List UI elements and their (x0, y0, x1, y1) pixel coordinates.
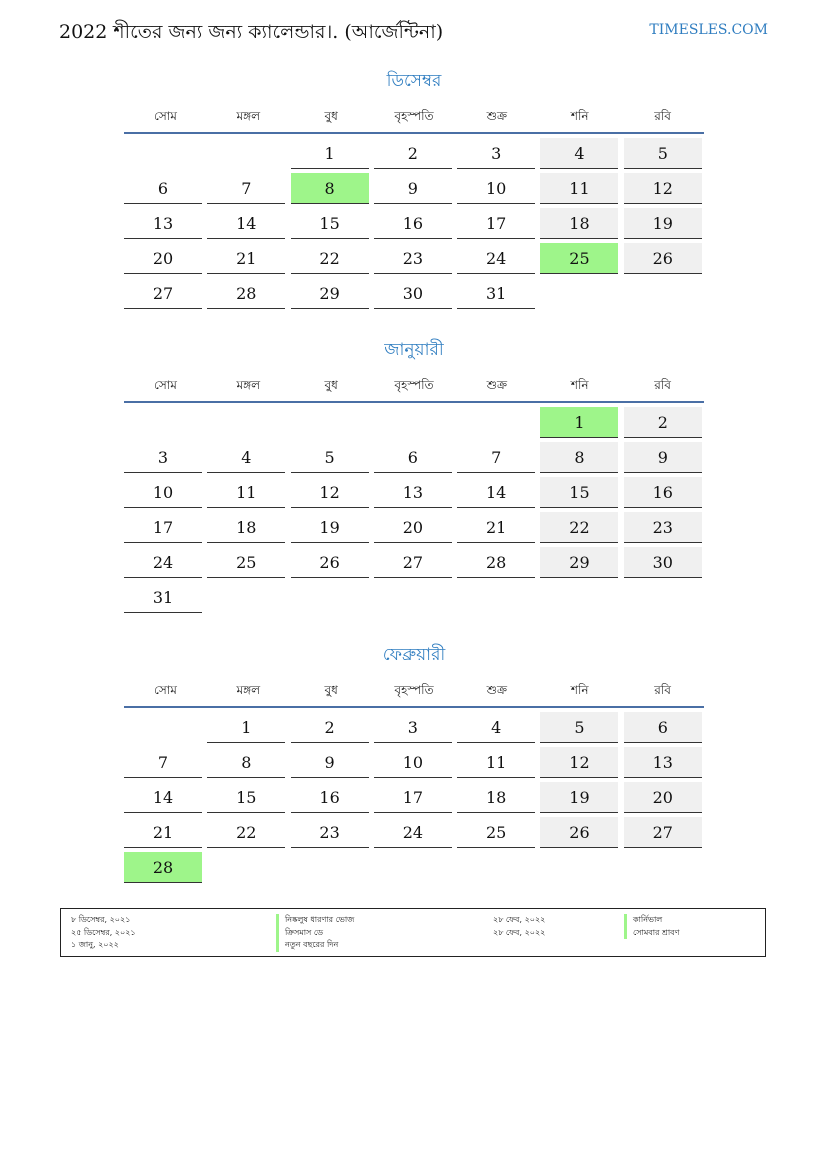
day-cell: 1 (291, 138, 369, 169)
day-cell: 16 (291, 782, 369, 813)
empty-cell (374, 407, 452, 438)
day-cell: 21 (457, 512, 535, 543)
weekday-label: শুক্র (486, 378, 508, 392)
weekday-label: মঙ্গল (236, 378, 261, 392)
day-cell: 2 (624, 407, 702, 438)
day-cell: 4 (457, 712, 535, 743)
empty-cell (124, 138, 202, 169)
weekday-label: সোম (153, 378, 177, 392)
holiday-day-cell: 1 (540, 407, 618, 438)
month-title: জানুয়ারী (384, 340, 444, 360)
weekday-label: শুক্র (486, 109, 508, 123)
day-grid (124, 138, 704, 309)
day-cell: 25 (457, 817, 535, 848)
day-cell: 11 (540, 173, 618, 204)
weekday-label: সোম (153, 109, 177, 123)
day-cell: 14 (457, 477, 535, 508)
day-cell: 3 (124, 442, 202, 473)
weekday-label: মঙ্গল (236, 109, 261, 123)
day-cell: 20 (624, 782, 702, 813)
day-cell: 15 (207, 782, 285, 813)
legend-date: ১ জানু, ২০২২ (71, 940, 119, 949)
day-cell: 31 (124, 582, 202, 613)
day-cell: 25 (207, 547, 285, 578)
day-grid (124, 712, 704, 883)
legend-left-dates (71, 914, 136, 952)
weekday-label: শনি (570, 109, 589, 123)
weekday-label: মঙ্গল (236, 683, 261, 697)
month-december (124, 68, 704, 309)
day-cell: 24 (374, 817, 452, 848)
day-cell: 13 (624, 747, 702, 778)
day-cell: 17 (457, 208, 535, 239)
day-cell: 6 (374, 442, 452, 473)
day-cell: 6 (124, 173, 202, 204)
day-cell: 10 (124, 477, 202, 508)
day-cell: 12 (291, 477, 369, 508)
day-cell: 30 (624, 547, 702, 578)
day-cell: 20 (124, 243, 202, 274)
weekday-label: বুধ (324, 109, 338, 123)
day-cell: 9 (291, 747, 369, 778)
day-cell: 23 (624, 512, 702, 543)
day-cell: 24 (124, 547, 202, 578)
weekday-label: রবি (654, 378, 671, 392)
weekday-header (124, 678, 704, 708)
day-cell: 2 (291, 712, 369, 743)
empty-cell (124, 407, 202, 438)
weekday-label: সোম (153, 683, 177, 697)
day-cell: 16 (374, 208, 452, 239)
day-cell: 13 (374, 477, 452, 508)
day-cell: 19 (291, 512, 369, 543)
weekday-label: বৃহস্পতি (394, 683, 434, 697)
legend-name: নিষ্কলুষ ধারণার ভোজ (276, 914, 354, 927)
day-cell: 8 (207, 747, 285, 778)
day-cell: 5 (540, 712, 618, 743)
weekday-label: বৃহস্পতি (394, 109, 434, 123)
legend-name: সোমবার শ্রাবণ (624, 927, 679, 940)
day-cell: 23 (291, 817, 369, 848)
month-february (124, 642, 704, 883)
month-january (124, 337, 704, 613)
day-cell: 13 (124, 208, 202, 239)
legend-date: ২৫ ডিসেম্বর, ২০২১ (71, 927, 136, 937)
weekday-label: শনি (570, 683, 589, 697)
day-cell: 7 (124, 747, 202, 778)
day-cell: 7 (207, 173, 285, 204)
day-cell: 4 (540, 138, 618, 169)
day-cell: 26 (540, 817, 618, 848)
holiday-day-cell: 28 (124, 852, 202, 883)
weekday-header (124, 373, 704, 403)
day-cell: 12 (624, 173, 702, 204)
day-cell: 14 (207, 208, 285, 239)
day-cell: 18 (457, 782, 535, 813)
day-cell: 22 (207, 817, 285, 848)
day-cell: 9 (374, 173, 452, 204)
weekday-label: রবি (654, 683, 671, 697)
legend-date: ৮ ডিসেম্বর, ২০২১ (71, 915, 131, 924)
legend-date: ২৮ ফেব, ২০২২ (493, 927, 546, 937)
day-cell: 18 (207, 512, 285, 543)
holiday-legend (60, 908, 766, 957)
day-cell: 10 (457, 173, 535, 204)
day-cell: 1 (207, 712, 285, 743)
day-grid (124, 407, 704, 613)
day-cell: 19 (540, 782, 618, 813)
day-cell: 15 (291, 208, 369, 239)
day-cell: 20 (374, 512, 452, 543)
month-title: ফেব্রুয়ারী (382, 645, 446, 665)
day-cell: 3 (457, 138, 535, 169)
site-link[interactable]: TIMESLES.COM (649, 22, 768, 38)
day-cell: 19 (624, 208, 702, 239)
weekday-label: শনি (570, 378, 589, 392)
day-cell: 9 (624, 442, 702, 473)
month-title: ডিসেম্বর (386, 71, 442, 91)
day-cell: 22 (291, 243, 369, 274)
day-cell: 29 (540, 547, 618, 578)
holiday-day-cell: 8 (291, 173, 369, 204)
day-cell: 3 (374, 712, 452, 743)
day-cell: 6 (624, 712, 702, 743)
legend-right-names (624, 914, 679, 939)
day-cell: 29 (291, 278, 369, 309)
empty-cell (207, 407, 285, 438)
page-title: 2022 শীতের জন্য জন্য ক্যালেন্ডার।. (আর্জেন্টিনা) (59, 21, 444, 43)
weekday-label: বুধ (324, 683, 338, 697)
legend-date: ২৮ ফেব, ২০২২ (493, 915, 546, 924)
day-cell: 5 (624, 138, 702, 169)
day-cell: 31 (457, 278, 535, 309)
day-cell: 28 (207, 278, 285, 309)
legend-left-names (276, 914, 354, 952)
day-cell: 10 (374, 747, 452, 778)
legend-name: ক্রিসমাস ডে (276, 927, 354, 940)
day-cell: 28 (457, 547, 535, 578)
day-cell: 5 (291, 442, 369, 473)
day-cell: 21 (124, 817, 202, 848)
weekday-label: শুক্র (486, 683, 508, 697)
day-cell: 21 (207, 243, 285, 274)
empty-cell (291, 407, 369, 438)
day-cell: 2 (374, 138, 452, 169)
day-cell: 30 (374, 278, 452, 309)
day-cell: 24 (457, 243, 535, 274)
day-cell: 12 (540, 747, 618, 778)
day-cell: 15 (540, 477, 618, 508)
day-cell: 27 (374, 547, 452, 578)
legend-right-dates (493, 914, 545, 939)
weekday-header (124, 104, 704, 134)
day-cell: 26 (291, 547, 369, 578)
day-cell: 18 (540, 208, 618, 239)
empty-cell (207, 138, 285, 169)
holiday-day-cell: 25 (540, 243, 618, 274)
empty-cell (457, 407, 535, 438)
day-cell: 11 (457, 747, 535, 778)
day-cell: 14 (124, 782, 202, 813)
day-cell: 26 (624, 243, 702, 274)
weekday-label: বৃহস্পতি (394, 378, 434, 392)
legend-name: নতুন বছরের দিন (276, 939, 354, 952)
day-cell: 7 (457, 442, 535, 473)
weekday-label: বুধ (324, 378, 338, 392)
legend-name: কার্নিভাল (624, 914, 679, 927)
empty-cell (124, 712, 202, 743)
day-cell: 22 (540, 512, 618, 543)
day-cell: 8 (540, 442, 618, 473)
day-cell: 27 (124, 278, 202, 309)
day-cell: 27 (624, 817, 702, 848)
day-cell: 11 (207, 477, 285, 508)
day-cell: 16 (624, 477, 702, 508)
day-cell: 17 (124, 512, 202, 543)
day-cell: 17 (374, 782, 452, 813)
day-cell: 4 (207, 442, 285, 473)
day-cell: 23 (374, 243, 452, 274)
weekday-label: রবি (654, 109, 671, 123)
